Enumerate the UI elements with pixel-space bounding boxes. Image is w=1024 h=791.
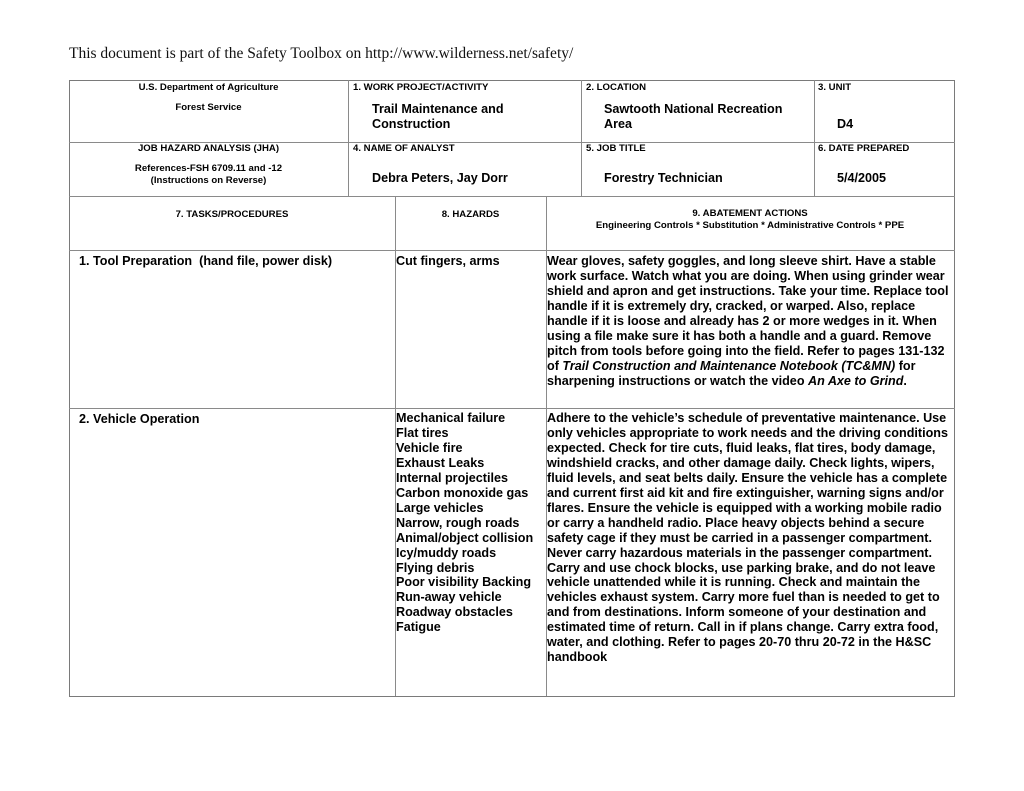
location-field [581,80,814,142]
hazard-item: Carbon monoxide gas [396,485,529,500]
hazard-item: Fatigue [396,620,441,635]
date-prepared-field [814,142,954,196]
analyst-field [348,142,581,196]
references-label: References-FSH 6709.11 and -12 [134,163,283,174]
work-project-field [348,80,581,142]
divider [69,196,955,197]
job-title-value: Forestry Technician [604,171,723,185]
hazard-item: Vehicle fire [396,440,463,455]
abatement-cell [547,254,951,389]
work-project-value-line1: Trail Maintenance and [372,102,504,116]
hazard-item: Animal/object collision [396,530,534,545]
hazard-item: Flat tires [396,425,449,440]
form-title: JOB HAZARD ANALYSIS (JHA) [137,143,280,154]
task-cell: 1. Tool Preparation (hand file, power disk) [79,254,333,268]
hazard-item: Internal projectiles [396,470,508,485]
hazard-item: Roadway obstacles [396,605,513,620]
work-project-value-line2: Construction [372,117,451,131]
analyst-value: Debra Peters, Jay Dorr [372,171,508,185]
column-header-tasks: 7. TASKS/PROCEDURES [175,209,289,220]
hazard-item: Flying debris [396,560,475,575]
abatement-cell: Adhere to the vehicle’s schedule of preventative maintenance. Use only vehicles appropriate to work needs and the driving conditions expected. Check for tire cuts, fluid leaks, flat tires, body damage, windshield cracks, and other damage daily. Check lights, wipers, fluid levels, and seat belts daily. Ensure the vehicle has a complete and current first aid kit and fire extinguisher, warning signs and/or flares. Ensure the vehicle is equipped with a working mobile radio or carry a handheld radio. Place heavy objects behind a secure safety cage if they must be carried in a passenger compartment. Never carry hazardous materials in the passenger compartment. Carry and use chock blocks, use parking brake, and do not leave vehicle unattended while it is running. Check and maintain the vehicles exhaust system. Carry more fuel than is needed to get to and from destinations. Inform someone of your destination and estimated time of return. Call in if plans change. Carry extra food, water, and clothing. Refer to pages 20-70 thru 20-72 in the H&SC handbook [547,411,948,665]
location-value-line1: Sawtooth National Recreation [604,102,783,116]
video-title: An Axe to Grind [808,373,904,388]
hazard-item: Mechanical failure [396,411,506,425]
location-label: 2. LOCATION [586,82,647,93]
hazards-cell [396,254,500,269]
date-prepared-value: 5/4/2005 [837,171,887,185]
service-label: Forest Service [175,102,242,113]
table-row [69,250,955,408]
hazard-item: Exhaust Leaks [396,455,485,470]
hazard-item: Large vehicles [396,500,484,515]
hazard-item: Narrow, rough roads [396,515,520,530]
hazards-cell [396,411,533,635]
abatement-text: Wear gloves, safety goggles, and long sleeve shirt. Have a stable work surface. Watch what you are doing. When using grinder wear shield and apron and get instructions. Take your time. Replace tool handle if it is extremely dry, cracked, or warped. Also, replace handle if it is loose and already has 2 or more wedges in it. When using a file make sure it has both a handle and a guard. Remove pitch from tools before going into the field. Refer to pages 131-132 of [547,254,949,373]
toolbox-banner: This document is part of the Safety Toolbox on http://www.wilderness.net/safety/ [69,45,574,62]
agency-block [69,80,348,196]
department-label: U.S. Department of Agriculture [138,82,279,93]
table-row [69,408,955,696]
column-header-hazards: 8. HAZARDS [441,209,500,220]
hazard-item: Icy/muddy roads [396,545,497,560]
hazard-item: Cut fingers, arms [396,254,500,268]
job-title-label: 5. JOB TITLE [586,143,646,154]
instructions-label: (Instructions on Reverse) [150,175,267,186]
reference-title: Trail Construction and Maintenance Notebook (TC&MN) [562,358,896,373]
hazard-item: Poor visibility Backing [396,575,532,590]
abatement-text: . [903,373,907,388]
job-title-field [581,142,814,196]
task-cell: 2. Vehicle Operation [79,412,200,426]
unit-value: D4 [837,117,854,131]
column-header-abatement: 9. ABATEMENT ACTIONS [692,208,808,219]
location-value-line2: Area [604,117,633,131]
hazard-item: Run-away vehicle [396,590,502,605]
abatement-text: for sharpening instructions or watch the video [547,358,916,388]
work-project-label: 1. WORK PROJECT/ACTIVITY [353,82,489,93]
column-header-abatement-sub: Engineering Controls * Substitution * Administrative Controls * PPE [595,220,905,231]
date-prepared-label: 6. DATE PREPARED [818,143,910,154]
unit-label: 3. UNIT [818,82,852,93]
unit-field [814,80,954,142]
analyst-label: 4. NAME OF ANALYST [353,143,455,154]
